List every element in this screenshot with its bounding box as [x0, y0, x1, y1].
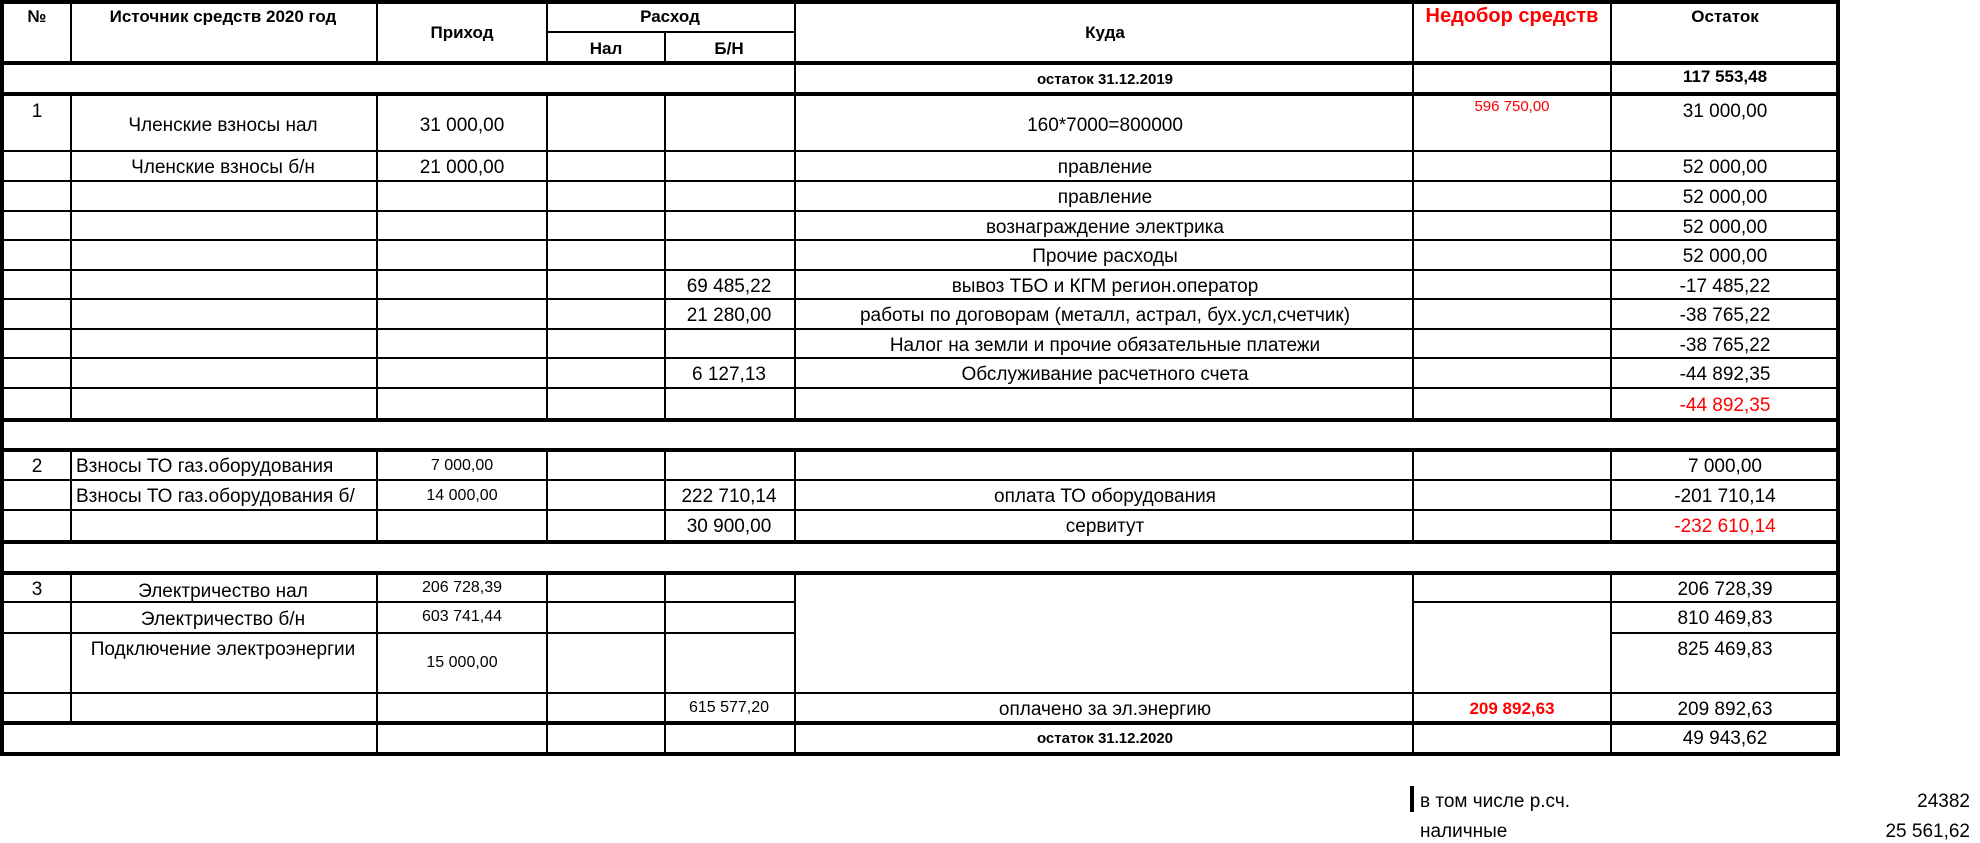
footer-cash-label: наличные [1420, 822, 1508, 841]
s2-row2-income: 14 000,00 [426, 488, 498, 504]
grid-line [1610, 571, 1612, 756]
grid-line [0, 269, 1840, 271]
header-num: № [27, 8, 47, 25]
grid-line [1610, 448, 1612, 542]
s2-row3-balance: -232 610,14 [1674, 517, 1776, 536]
s1-row1-income: 31 000,00 [419, 116, 505, 135]
footer-bank-value: 24382 [1917, 792, 1970, 811]
section1-shortfall: 596 750,00 [1474, 99, 1550, 114]
section3-num: 3 [31, 580, 43, 599]
s2-row2-bank: 222 710,14 [681, 487, 777, 506]
footer-bank-label: в том числе р.сч. [1420, 792, 1571, 811]
s1-row7-bank: 21 280,00 [686, 306, 772, 325]
s3-row4-bank: 615 577,20 [688, 700, 770, 716]
grid-line [0, 180, 1840, 182]
grid-line [0, 601, 796, 603]
header-expense: Расход [640, 8, 700, 25]
grid-line [0, 479, 1840, 481]
grid-line [664, 31, 666, 63]
grid-line [0, 298, 1840, 300]
s2-row1-income: 7 000,00 [430, 458, 494, 474]
grid-line [794, 0, 796, 420]
s1-row8-where: Налог на земли и прочие обязательные платежи [889, 336, 1321, 355]
s3-row1-balance: 206 728,39 [1677, 580, 1773, 599]
grid-line [376, 448, 378, 542]
s2-row2-source: Взносы ТО газ.оборудования б/ [76, 487, 355, 506]
grid-line [0, 0, 4, 756]
opening-label: остаток 31.12.2019 [1036, 72, 1174, 87]
grid-line [0, 448, 1840, 452]
grid-line [376, 0, 378, 63]
grid-line [0, 540, 1840, 544]
grid-line [1610, 0, 1612, 420]
grid-line [70, 92, 72, 420]
s1-row6-where: вывоз ТБО и КГМ регион.оператор [951, 277, 1259, 296]
grid-line [70, 571, 72, 723]
grid-line [1412, 0, 1414, 420]
cell-cursor-marker [1410, 786, 1414, 812]
s1-row2-income: 21 000,00 [419, 158, 505, 177]
s2-row3-where: сервитут [1065, 517, 1145, 536]
header-income: Приход [430, 24, 494, 41]
grid-line [1414, 601, 1840, 603]
grid-line [0, 752, 1840, 756]
s1-row2-source: Членские взносы б/н [131, 158, 315, 177]
s2-row2-balance: -201 710,14 [1674, 487, 1776, 506]
grid-line [794, 448, 796, 542]
grid-line [0, 150, 1840, 152]
s2-row3-bank: 30 900,00 [686, 517, 772, 536]
grid-line [664, 571, 666, 756]
grid-line [1412, 571, 1414, 756]
s1-row6-bank: 69 485,22 [686, 277, 772, 296]
grid-line [376, 571, 378, 756]
grid-line [1612, 632, 1840, 634]
s1-row1-balance: 31 000,00 [1682, 102, 1768, 121]
grid-line [546, 31, 794, 33]
grid-line [376, 92, 378, 420]
grid-line [0, 210, 1840, 212]
header-shortfall: Недобор средств [1425, 6, 1599, 26]
grid-line [546, 92, 548, 420]
grid-line [546, 448, 548, 542]
s1-row6-balance: -17 485,22 [1679, 277, 1771, 296]
footer-cash-value: 25 561,62 [1885, 822, 1970, 841]
grid-line [0, 721, 1840, 725]
s2-row1-source: Взносы ТО газ.оборудования [76, 457, 334, 476]
s1-row9-balance: -44 892,35 [1679, 365, 1771, 384]
s3-row2-income: 603 741,44 [421, 609, 503, 625]
s1-row5-balance: 52 000,00 [1682, 247, 1768, 266]
s1-row9-bank: 6 127,13 [692, 365, 766, 384]
grid-line [0, 239, 1840, 241]
header-where: Куда [1085, 24, 1125, 41]
grid-line [0, 418, 1840, 422]
s1-row1-where: 160*7000=800000 [1027, 116, 1183, 135]
header-cash: Нал [589, 40, 623, 57]
s3-row3-source: Подключение электроэнергии [90, 640, 356, 659]
grid-line [70, 0, 72, 63]
grid-line [0, 357, 1840, 359]
section2-num: 2 [31, 457, 43, 476]
section1-num: 1 [31, 102, 43, 121]
s3-row3-balance: 825 469,83 [1677, 640, 1773, 659]
s3-row1-source: Электричество нал [138, 582, 308, 601]
s1-row2-balance: 52 000,00 [1682, 158, 1768, 177]
closing-label: остаток 31.12.2020 [1036, 731, 1174, 746]
s3-row1-income: 206 728,39 [421, 580, 503, 596]
s1-row5-where: Прочие расходы [1032, 247, 1178, 266]
s1-row2-where: правление [1057, 158, 1153, 177]
s3-row4-shortfall: 209 892,63 [1469, 700, 1555, 717]
s1-row10-balance: -44 892,35 [1679, 396, 1771, 415]
grid-line [70, 448, 72, 542]
s3-row3-income: 15 000,00 [426, 655, 498, 671]
closing-balance: 49 943,62 [1682, 729, 1768, 748]
grid-line [546, 571, 548, 756]
s2-row2-where: оплата ТО оборудования [994, 487, 1216, 506]
grid-line [0, 0, 1840, 4]
grid-line [0, 509, 1840, 511]
s3-row4-balance: 209 892,63 [1677, 700, 1773, 719]
s1-row9-where: Обслуживание расчетного счета [961, 365, 1249, 384]
grid-line [0, 632, 796, 634]
s3-row4-where: оплачено за эл.энергию [998, 700, 1212, 719]
grid-line [794, 571, 796, 756]
s3-row2-source: Электричество б/н [140, 610, 306, 629]
header-bank: Б/Н [714, 40, 744, 57]
header-balance: Остаток [1691, 8, 1759, 25]
s1-row4-balance: 52 000,00 [1682, 218, 1768, 237]
grid-line [664, 92, 666, 420]
s3-row2-balance: 810 469,83 [1677, 609, 1773, 628]
opening-balance: 117 553,48 [1682, 68, 1768, 85]
grid-line [0, 92, 1840, 96]
s2-row1-balance: 7 000,00 [1688, 457, 1762, 476]
grid-line [1412, 448, 1414, 542]
grid-line [1836, 0, 1840, 756]
s1-row4-where: вознаграждение электрика [985, 218, 1225, 237]
s1-row7-balance: -38 765,22 [1679, 306, 1771, 325]
s1-row3-balance: 52 000,00 [1682, 188, 1768, 207]
s1-row7-where: работы по договорам (металл, астрал, бух.усл,счетчик) [859, 306, 1351, 325]
grid-line [664, 448, 666, 542]
s1-row1-source: Членские взносы нал [128, 116, 318, 135]
grid-line [546, 0, 548, 63]
grid-line [0, 61, 1840, 65]
grid-line [0, 692, 1840, 694]
grid-line [0, 328, 1840, 330]
grid-line [0, 571, 1840, 575]
header-source: Источник средств 2020 год [109, 8, 337, 25]
s1-row3-where: правление [1057, 188, 1153, 207]
s1-row8-balance: -38 765,22 [1679, 336, 1771, 355]
grid-line [0, 387, 1840, 389]
